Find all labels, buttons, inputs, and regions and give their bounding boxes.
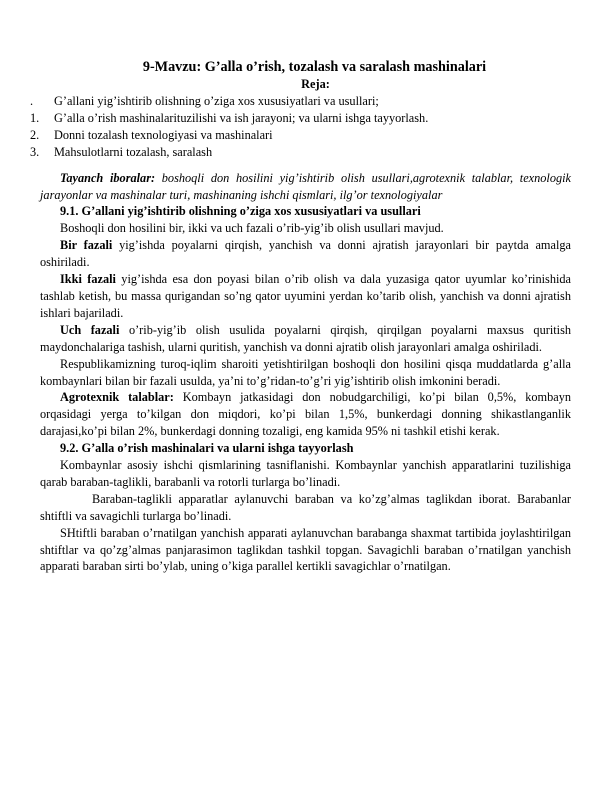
term-uch-fazali: Uch fazali (60, 322, 120, 337)
plan-list (30, 93, 571, 161)
keywords-paragraph (40, 170, 571, 204)
text-ikki-fazali: yig’ishda esa don poyasi bilan o’rib olish va dala yuzasiga qator uyumlar ko’rinishida tashlab ketish, bu massa qurigandan so’ng qator uyumini yerdan ko’tarib olish, yanchish va donni ajratish ishlari bajariladi. (40, 272, 571, 320)
plan-label: Reja: (301, 77, 330, 91)
plan-item-number: 1. (30, 110, 40, 125)
plan-item-number: 3. (30, 144, 40, 159)
plan-item-text: G’alla o’rish mashinalarituzilishi va ish jarayoni; va ularni ishga tayyorlash. (54, 110, 429, 125)
document-content (30, 58, 572, 575)
spacer (40, 161, 571, 170)
plan-item-number: . (30, 94, 34, 108)
page-title: 9-Mavzu: G’alla o’rish, tozalash va saralash mashinalari (142, 59, 487, 75)
plan-item-number: 2. (30, 127, 40, 142)
keywords-label: Tayanch iboralar: (60, 170, 156, 185)
section-heading-9-2: 9.2. G’alla o’rish mashinalari va ularni ishga tayyorlash (60, 441, 354, 456)
term-bir-fazali: Bir fazali (60, 238, 113, 253)
text-agrotexnik: Kombayn jatkasidagi don nobudgarchiligi, ko’pi bilan 0,5%, kombayn orqasidagi yerga to’kilgan don miqdori, ko’pi bilan 1,5%, bunkerdagi donning shikastlanganlik darajasi,ko’pi bilan 2%, bunkerdagi donning tozaligi, eng kamida 95% ni tashkil etishi kerak. (40, 390, 571, 439)
term-agrotexnik: Agrotexnik talablar: (60, 390, 174, 405)
paragraph-shtiftli: SHtiftli baraban o’rnatilgan yanchish apparati aylanuvchan barabanga shaxmat tartibida joylashtirilgan shtiftlar va qo’zg’almas panjarasimon taglikdan tashkil topgan. Savagichli baraban o’rnatilgan yanchish apparati baraban sirti bo’ylab, uning o’kiga parallel kertikli savagichlar o’rnatilgan. (40, 525, 571, 574)
plan-item (30, 127, 571, 144)
paragraph-intro: Boshoqli don hosilini bir, ikki va uch fazali o’rib-yig’ib olish usullari mavjud. (60, 221, 444, 236)
keywords-text: boshoqli don hosilini yig’ishtirib olish usullari,agrotexnik talablar, texnologik jarayonlar va mashinalar turi, mashinaning ishchi qismlari, ilg’or texnologiyalar (40, 170, 571, 202)
plan-item (30, 144, 571, 161)
paragraph-kombaynlar: Kombaynlar asosiy ishchi qismlarining tasniflanishi. Kombaynlar yanchish apparatlarini tuzilishiga qarab baraban-taglikli, barabanli va rotorli turlarga bo’linadi. (40, 458, 571, 489)
paragraph-ikki-fazali (40, 271, 571, 322)
section-heading-9-1: 9.1. G’allani yig’ishtirib olishning o’ziga xos xususiyatlari va usullari (60, 204, 421, 219)
term-ikki-fazali: Ikki fazali (60, 272, 116, 287)
plan-item-text: Donni tozalash texnologiyasi va mashinalari (54, 127, 273, 142)
plan-item-text: Mahsulotlarni tozalash, saralash (54, 144, 213, 159)
plan-item (30, 93, 571, 110)
plan-item-text: G’allani yig’ishtirib olishning o’ziga xos xususiyatlari va usullari; (54, 94, 379, 108)
text-uch-fazali: o’rib-yig’ib olish usulida poyalarni qirqish, qirqilgan poyalarni maxsus quritish maydonchalariga tashish, ularni quritish, yanchish va donni ajratib olish jarayonlari amalga oshiriladi. (40, 322, 572, 354)
paragraph-bir-fazali (40, 237, 571, 271)
paragraph-baraban-taglikli: Baraban-taglikli apparatlar aylanuvchi baraban va ko’zg’almas taglikdan iborat. Barabanlar shtiftli va savagichli turlarga bo’linadi. (40, 491, 571, 523)
paragraph-uch-fazali (40, 322, 571, 356)
paragraph-respublika: Respublikamizning turoq-iqlim sharoiti yetishtirilgan boshoqli don hosilini qisqa muddatlarda g’alla kombaynlari bilan bir fazali usulda, ya’ni to’g’ridan-to’g’ri yig’ishtirib olish imkonini beradi. (40, 356, 571, 388)
plan-item (30, 110, 571, 127)
paragraph-agrotexnik (40, 389, 571, 440)
text-bir-fazali: yig’ishda poyalarni qirqish, yanchish va donni ajratish jarayonlari bir paytda amalga oshiriladi. (40, 238, 571, 270)
